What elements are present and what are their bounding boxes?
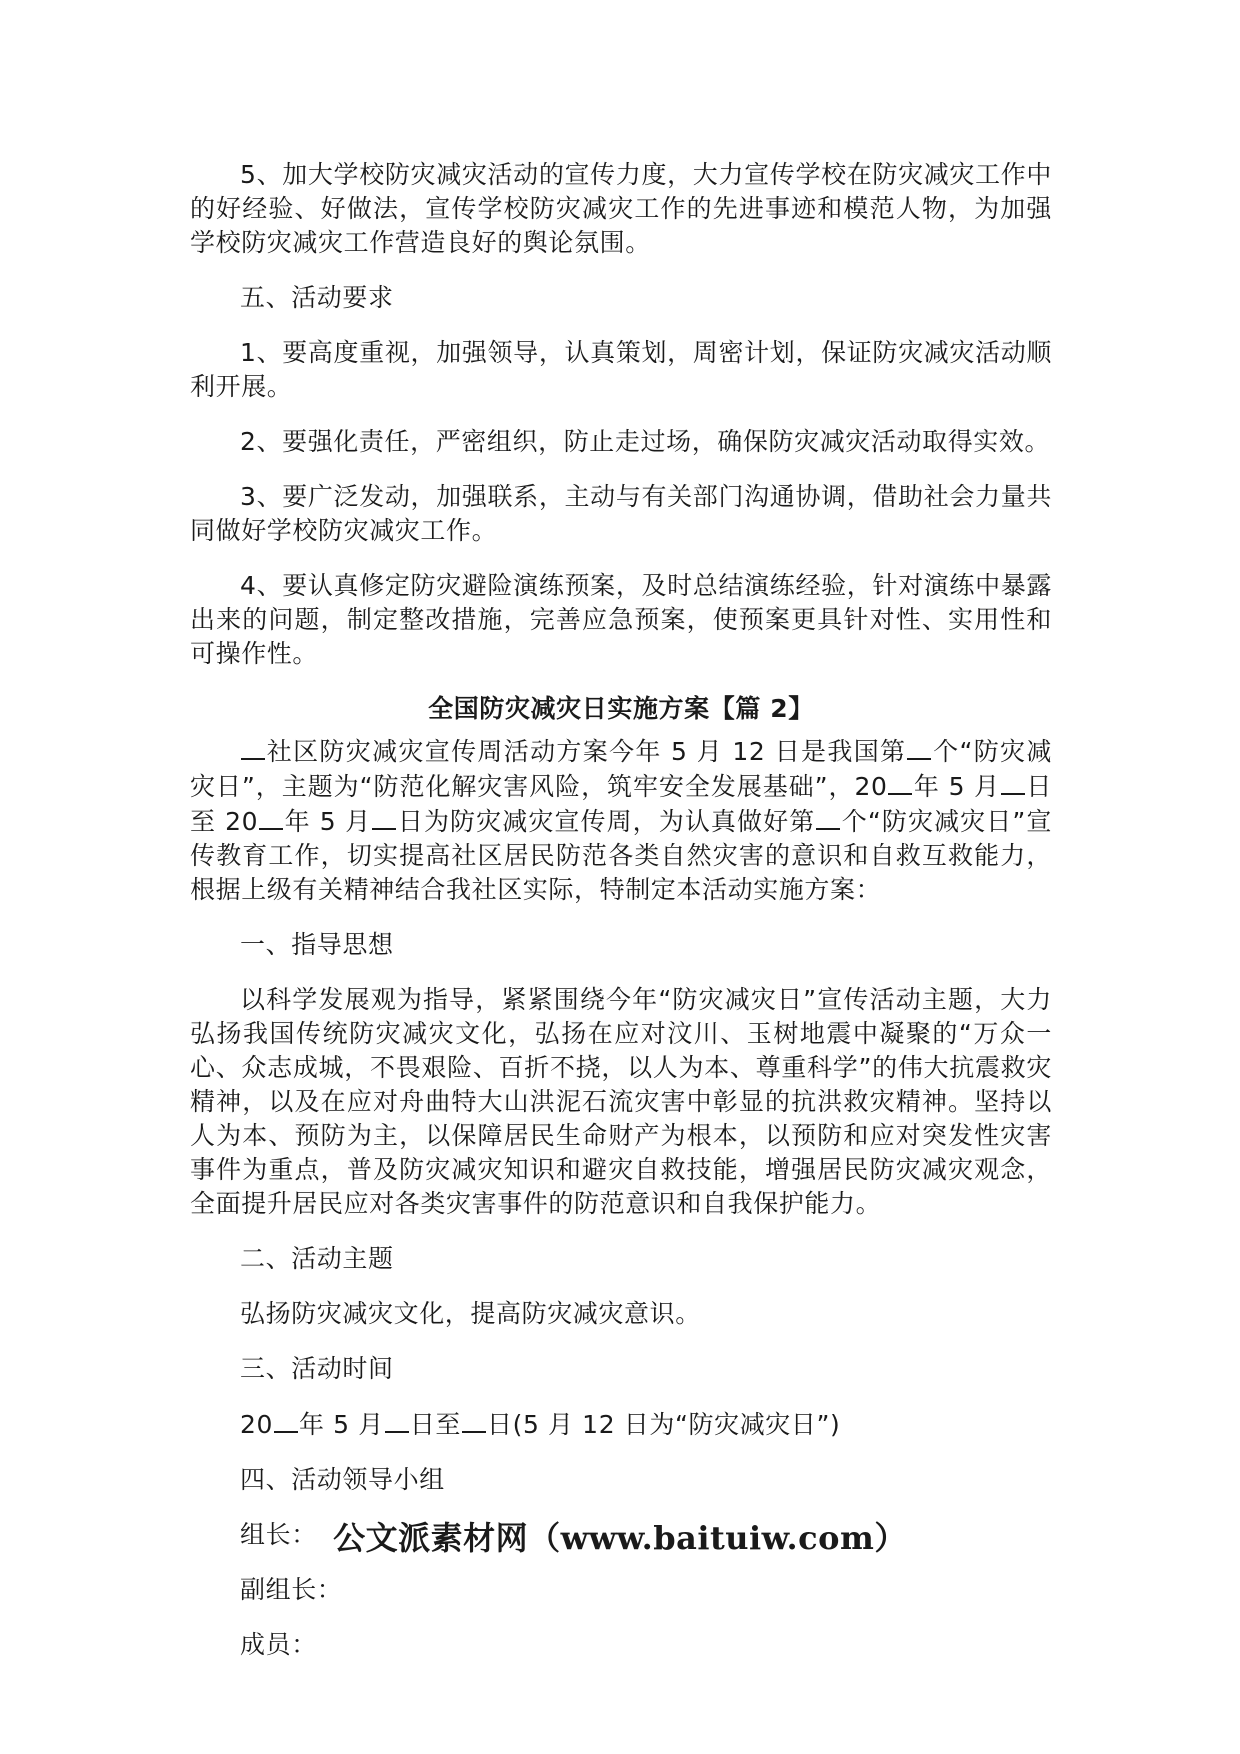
paragraph-item-5: 5、加大学校防灾减灾活动的宣传力度，大力宣传学校在防灾减灾工作中的好经验、好做法，宣传学校防灾减灾工作的先进事迹和模范人物，为加强学校防灾减灾工作营造良好的舆论氛围。 — [190, 160, 1052, 257]
intro-paragraph: 社区防灾减灾宣传周活动方案今年 5 月 12 日是我国第 个“防灾减灾日”，主题为“防范化解灾害风险，筑牢安全发展基础”，20 年 5 月 日至 20 年 5 月 日为防灾减灾宣传周，为认真做好第 个“防灾减灾日”宣传教育工作，切实提高社区居民防范各类自然灾害的意识和自救互救能力，根据上级有关精神结合我社区实际，特制定本活动实施方案： — [190, 734, 1052, 907]
footer-watermark: 公文派素材网（www.baituiw.com） — [333, 1519, 907, 1557]
fill-blank — [241, 734, 265, 760]
requirement-2: 2、要强化责任，严密组织，防止走过场，确保防灾减灾活动取得实效。 — [240, 427, 1051, 456]
requirement-1: 1、要高度重视，加强领导，认真策划，周密计划，保证防灾减灾活动顺利开展。 — [190, 338, 1052, 401]
heading-activity-time: 三、活动时间 — [240, 1354, 394, 1383]
section-title: 全国防灾减灾日实施方案【篇 2】 — [428, 694, 814, 723]
fill-blank — [907, 734, 931, 760]
fill-blank — [259, 804, 283, 830]
heading-leadership-group: 四、活动领导小组 — [240, 1465, 445, 1494]
vice-leader-line: 副组长： — [240, 1575, 343, 1604]
activity-theme-text: 弘扬防灾减灾文化，提高防灾减灾意识。 — [240, 1299, 701, 1328]
document-body — [190, 158, 1052, 1683]
heading-guiding-ideology: 一、指导思想 — [240, 930, 394, 959]
fill-blank — [462, 1407, 486, 1433]
requirement-3: 3、要广泛发动，加强联系，主动与有关部门沟通协调，借助社会力量共同做好学校防灾减灾工作。 — [190, 482, 1052, 545]
leader-line: 组长： — [240, 1520, 317, 1549]
fill-blank — [816, 804, 840, 830]
fill-blank — [1001, 769, 1025, 795]
members-line: 成员： — [240, 1630, 317, 1659]
requirement-4: 4、要认真修定防灾避险演练预案，及时总结演练经验，针对演练中暴露出来的问题，制定整改措施，完善应急预案，使预案更具针对性、实用性和可操作性。 — [190, 571, 1052, 668]
activity-time-text: 20 年 5 月 日至 日(5 月 12 日为“防灾减灾日”) — [190, 1407, 1052, 1442]
heading-requirements: 五、活动要求 — [240, 283, 394, 312]
fill-blank — [385, 1407, 409, 1433]
fill-blank — [274, 1407, 298, 1433]
fill-blank — [888, 769, 912, 795]
guiding-ideology-text: 以科学发展观为指导，紧紧围绕今年“防灾减灾日”宣传活动主题，大力弘扬我国传统防灾减灾文化，弘扬在应对汶川、玉树地震中凝聚的“万众一心、众志成城，不畏艰险、百折不挠，以人为本、尊重科学”的伟大抗震救灾精神，以及在应对舟曲特大山洪泥石流灾害中彰显的抗洪救灾精神。坚持以人为本、预防为主，以保障居民生命财产为根本，以预防和应对突发性灾害事件为重点，普及防灾减灾知识和避灾自救技能，增强居民防灾减灾观念，全面提升居民应对各类灾害事件的防范意识和自我保护能力。 — [190, 985, 1052, 1218]
heading-activity-theme: 二、活动主题 — [240, 1244, 394, 1273]
fill-blank — [372, 804, 396, 830]
